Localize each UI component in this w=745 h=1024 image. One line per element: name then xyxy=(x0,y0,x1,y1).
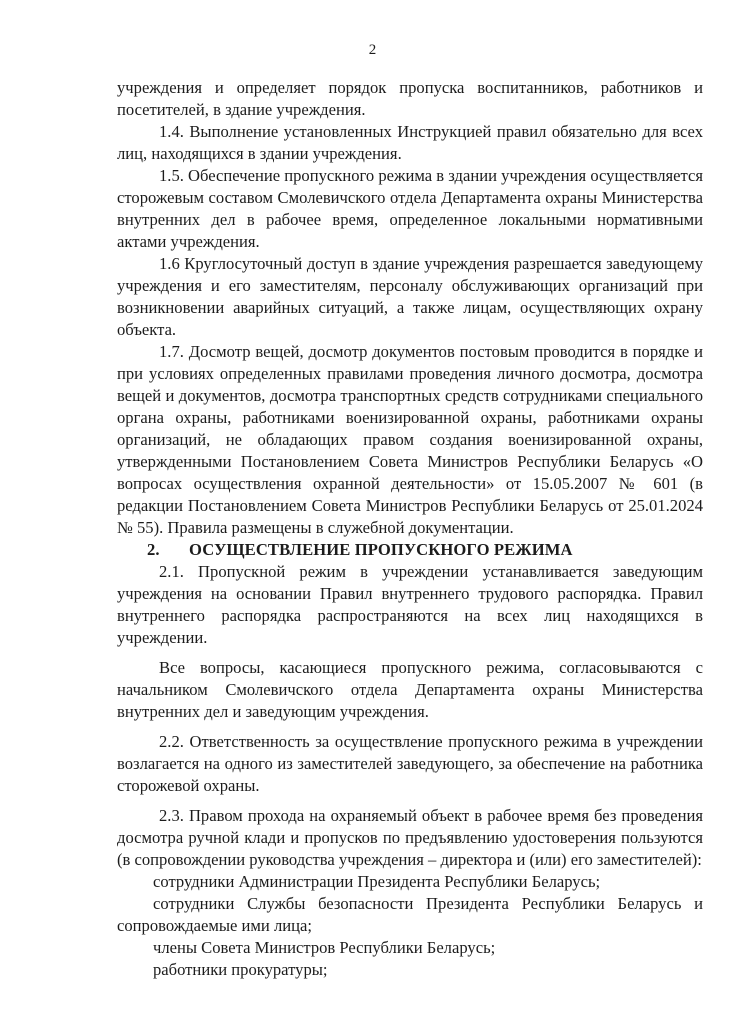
paragraph-1-7: 1.7. Досмотр вещей, досмотр документов постовым проводится в порядке и при условиях определенных правилами проведения личного досмотра, досмотра вещей и документов, досмотра транспортных средств сотрудниками специального органа охраны, работниками военизированной охраны, работниками охраны организаций, не обладающих правом создания военизированной охраны, утвержденными Постановлением Совета Министров Республики Беларусь «О вопросах осуществления охранной деятельности» от 15.05.2007 № 601 (в редакции Постановлением Совета Министров Республики Беларусь от 25.01.2024 № 55). Правила размещены в служебной документации. xyxy=(117,342,703,537)
paragraph-1-6: 1.6 Круглосуточный доступ в здание учреждения разрешается заведующему учреждения и его заместителям, персоналу обслуживающих организаций при возникновении аварийных ситуаций, а также лицам, осуществляющих охрану объекта. xyxy=(117,254,703,339)
list-item: сотрудники Администрации Президента Республики Беларусь; xyxy=(153,872,601,891)
section-2-heading xyxy=(117,539,703,561)
list-item: работники прокуратуры; xyxy=(153,960,328,979)
list-item: члены Совета Министров Республики Беларусь; xyxy=(153,938,496,957)
document-body xyxy=(117,77,703,981)
paragraph-2-2: 2.2. Ответственность за осуществление пропускного режима в учреждении возлагается на одного из заместителей заведующего, за обеспечение на работника сторожевой охраны. xyxy=(117,732,703,795)
paragraph-2-3: 2.3. Правом прохода на охраняемый объект в рабочее время без проведения досмотра ручной клади и пропусков по предъявлению удостоверения пользуются (в сопровождении руководства учреждения – директора и (или) его заместителей): xyxy=(117,806,703,869)
paragraph-2-1-coordination: Все вопросы, касающиеся пропускного режима, согласовываются с начальником Смолевичского отдела Департамента охраны Министерства внутренних дел и заведующим учреждения. xyxy=(117,658,703,721)
page-number: 2 xyxy=(368,42,377,58)
paragraph-continuation: учреждения и определяет порядок пропуска воспитанников, работников и посетителей, в здание учреждения. xyxy=(117,78,703,119)
section-2-title: ОСУЩЕСТВЛЕНИЕ ПРОПУСКНОГО РЕЖИМА xyxy=(189,540,573,559)
paragraph-1-4: 1.4. Выполнение установленных Инструкцией правил обязательно для всех лиц, находящихся в здании учреждения. xyxy=(117,122,703,163)
section-2-number: 2. xyxy=(147,540,160,559)
list-item: сотрудники Службы безопасности Президента Республики Беларусь и сопровождаемые ими лица; xyxy=(117,894,703,935)
paragraph-2-1: 2.1. Пропускной режим в учреждении устанавливается заведующим учреждения на основании Правил внутреннего трудового распорядка. Правил внутреннего распорядка распространяются на всех лиц находящихся в учреждении. xyxy=(117,562,703,647)
paragraph-1-5: 1.5. Обеспечение пропускного режима в здании учреждения осуществляется сторожевым составом Смолевичского отдела Департамента охраны Министерства внутренних дел в рабочее время, определенное локальными нормативными актами учреждения. xyxy=(117,166,703,251)
